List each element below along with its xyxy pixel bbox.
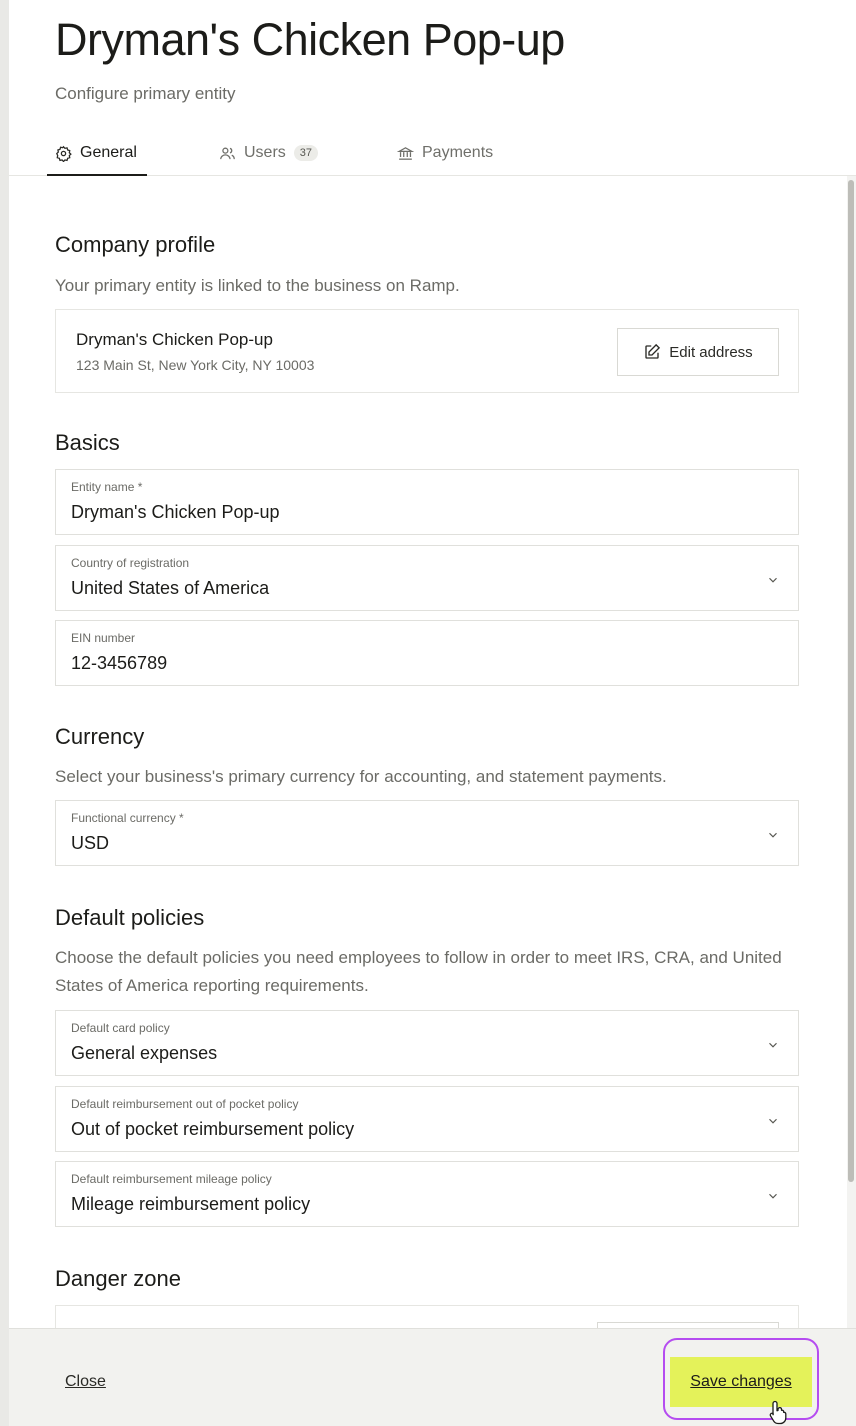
entity-name-label: Entity name * <box>71 480 143 494</box>
bank-icon <box>397 145 414 162</box>
tab-general-label: General <box>80 144 137 161</box>
out-of-pocket-policy-select[interactable] <box>55 1086 799 1152</box>
chevron-down-icon <box>766 1114 780 1128</box>
edit-address-button[interactable] <box>617 328 779 376</box>
out-of-pocket-policy-label: Default reimbursement out of pocket policy <box>71 1097 299 1111</box>
page-header <box>9 0 856 176</box>
company-profile-description: Your primary entity is linked to the business on Ramp. <box>55 276 460 295</box>
tab-payments[interactable] <box>397 130 493 176</box>
users-icon <box>219 145 236 162</box>
company-profile-heading: Company profile <box>55 232 216 257</box>
scrollbar-thumb[interactable] <box>848 180 854 1182</box>
tab-general[interactable] <box>55 130 137 176</box>
save-changes-button[interactable] <box>670 1357 812 1407</box>
page-subtitle: Configure primary entity <box>55 84 236 103</box>
company-address: 123 Main St, New York City, NY 10003 <box>76 357 315 373</box>
default-policies-heading: Default policies <box>55 905 205 930</box>
chevron-down-icon <box>766 828 780 842</box>
chevron-down-icon <box>766 573 780 587</box>
basics-heading: Basics <box>55 430 120 455</box>
edit-address-label: Edit address <box>669 343 753 361</box>
ein-field[interactable] <box>55 620 799 686</box>
country-select[interactable] <box>55 545 799 611</box>
functional-currency-value: USD <box>71 833 110 853</box>
ein-value: 12-3456789 <box>71 653 168 673</box>
danger-zone-card <box>55 1305 799 1328</box>
settings-content <box>9 176 847 1328</box>
card-policy-value: General expenses <box>71 1043 218 1063</box>
card-policy-label: Default card policy <box>71 1021 170 1035</box>
company-profile-card <box>55 309 799 393</box>
edit-icon <box>643 343 661 361</box>
entity-name-value: Dryman's Chicken Pop-up <box>71 502 280 522</box>
country-value: United States of America <box>71 578 270 598</box>
users-count-badge: 37 <box>294 145 318 161</box>
country-label: Country of registration <box>71 556 190 570</box>
default-policies-description: Choose the default policies you need employees to follow in order to meet IRS, CRA, and United States of America reporting requirements. <box>55 948 782 995</box>
tab-users-label: Users <box>244 144 286 161</box>
left-window-edge <box>0 0 9 1426</box>
entity-name-field[interactable] <box>55 469 799 535</box>
tab-payments-label: Payments <box>422 144 494 161</box>
currency-heading: Currency <box>55 724 145 749</box>
currency-description: Select your business's primary currency for accounting, and statement payments. <box>55 767 667 786</box>
out-of-pocket-policy-value: Out of pocket reimbursement policy <box>71 1119 355 1139</box>
gear-icon <box>55 145 72 162</box>
chevron-down-icon <box>766 1038 780 1052</box>
mileage-policy-select[interactable] <box>55 1161 799 1227</box>
danger-zone-heading: Danger zone <box>55 1266 181 1291</box>
page-title: Dryman's Chicken Pop-up <box>55 14 565 65</box>
tab-users[interactable] <box>219 130 318 176</box>
default-card-policy-select[interactable] <box>55 1010 799 1076</box>
mileage-policy-label: Default reimbursement mileage policy <box>71 1172 272 1186</box>
mileage-policy-value: Mileage reimbursement policy <box>71 1194 311 1214</box>
functional-currency-label: Functional currency * <box>71 811 184 825</box>
save-changes-label: Save changes <box>690 1373 792 1390</box>
chevron-down-icon <box>766 1189 780 1203</box>
company-name: Dryman's Chicken Pop-up <box>76 330 273 349</box>
functional-currency-select[interactable] <box>55 800 799 866</box>
close-button[interactable]: Close <box>65 1373 106 1390</box>
modal-footer <box>9 1328 856 1426</box>
ein-label: EIN number <box>71 631 136 645</box>
hand-cursor-icon <box>768 1399 790 1425</box>
